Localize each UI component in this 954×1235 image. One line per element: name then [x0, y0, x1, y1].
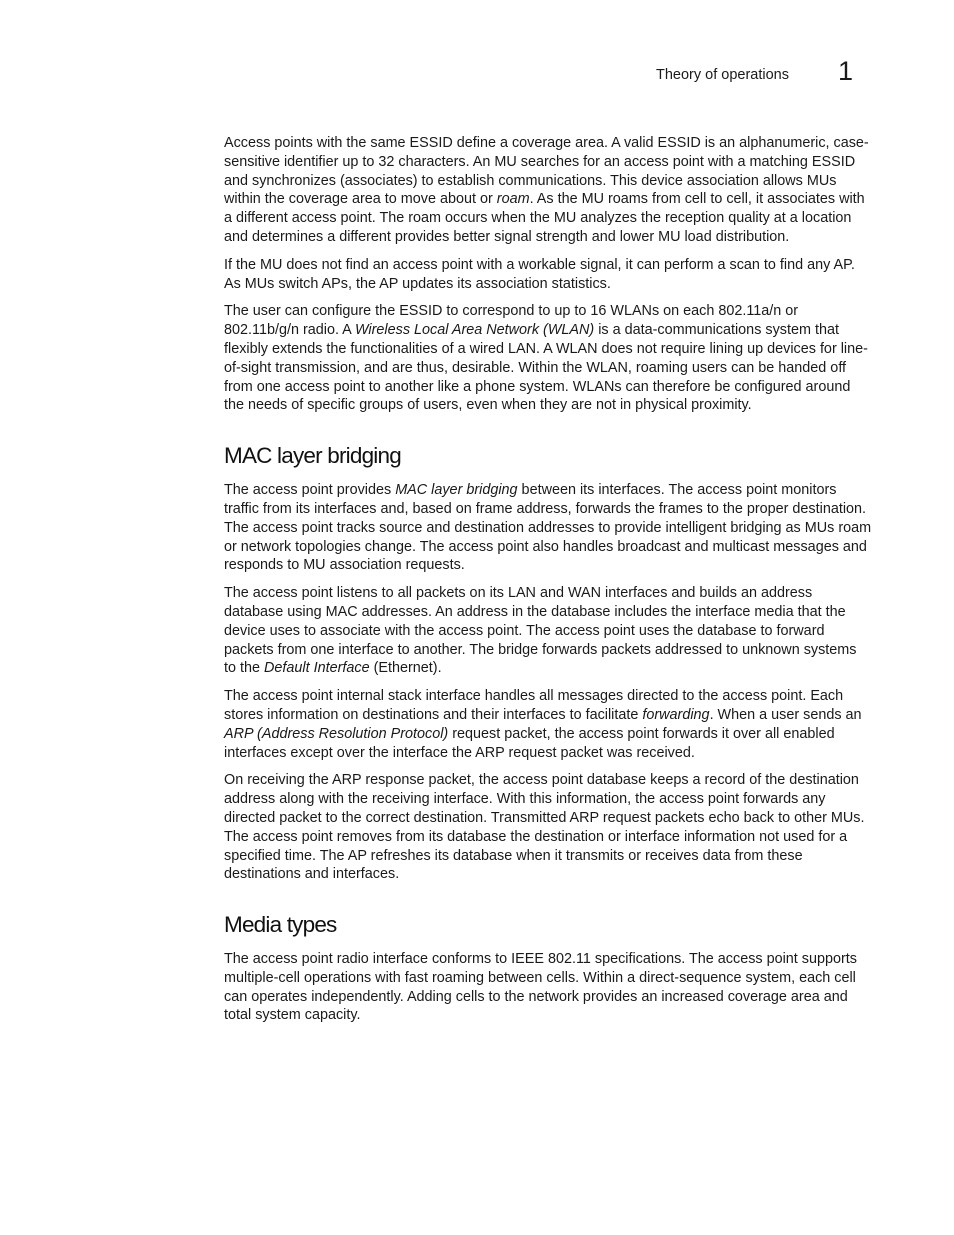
text-run: The access point internal stack interface handles all messages directed to the access point. Each stores information on destinations and their interfaces to facilitate: [224, 688, 844, 723]
text-run: between its interfaces. The access point monitors traffic from its interfaces and, based on frame address, forwards the frames to the proper destination. The access point tracks source and destination addresses to provide intelligent bridging as MUs roam or network topologies change. The access point also handles broadcast and multicast messages and responds to MU association requests.: [224, 482, 872, 574]
intro-paragraph-wlan: [224, 302, 872, 415]
emphasis-wlan: Wireless Local Area Network (WLAN): [354, 322, 595, 339]
text-run: (Ethernet).: [369, 660, 442, 677]
text-run: . As the MU roams from cell to cell, it associates with a different access point. The roam occurs when the MU analyzes the reception quality at a location and determines a different provides better signal strength and lower MU load distribution.: [224, 191, 865, 245]
mac-paragraph-4: On receiving the ARP response packet, the access point database keeps a record of the destination address along with the receiving interface. With this information, the access point forwards any directed packet to the correct destination. Transmitted ARP request packets echo back to other MUs. The access point removes from its database the destination or interface information not used for a specified time. The AP refreshes its database when it transmits or receives data from these destinations and interfaces.: [224, 772, 865, 883]
emphasis-mac-layer-bridging: MAC layer bridging: [395, 482, 518, 499]
emphasis-default-interface: Default Interface: [264, 660, 370, 677]
emphasis-forwarding: forwarding: [642, 706, 710, 723]
text-run: The access point listens to all packets on its LAN and WAN interfaces and builds an address database using MAC addresses. An address in the database includes the interface media that the device uses to associate with the access point. The access point uses the database to forward packets from one interface to another. The bridge forwards packets addressed to unknown systems to the: [224, 585, 857, 677]
running-header: [0, 58, 954, 92]
mac-paragraph-2: [224, 584, 872, 678]
text-run: is a data-communications system that flexibly extends the functionalities of a wired LAN. A WLAN does not require lining up devices for line-of-sight transmission, and are thus, desirable. Within the WLAN, roaming users can be handed off from one access point to another like a phone system. WLANs can therefore be configured around the needs of specific groups of users, even when they are not in physical proximity.: [224, 322, 868, 414]
intro-paragraph-scan: If the MU does not find an access point with a workable signal, it can perform a scan to find any AP. As MUs switch APs, the AP updates its association statistics.: [224, 256, 855, 292]
section-heading-mac-layer-bridging: MAC layer bridging: [224, 443, 401, 469]
text-run: The user can configure the ESSID to correspond to up to 16 WLANs on each 802.11a/n or 802.11b/g/n radio. A: [224, 303, 799, 339]
text-run: Access points with the same ESSID define a coverage area. A valid ESSID is an alphanumeric, case-sensitive identifier up to 32 characters. An MU searches for an access point with a matching ESSID and synchronizes (associates) to establish communications. This device association allows MUs within the coverage area to move about or: [224, 135, 869, 208]
emphasis-roam: roam: [496, 191, 530, 208]
text-run: The access point provides: [224, 482, 396, 499]
page-content: [224, 134, 872, 1034]
chapter-title: Theory of operations: [656, 67, 789, 83]
emphasis-arp: ARP (Address Resolution Protocol): [224, 725, 449, 742]
text-run: . When a user sends an: [709, 706, 862, 723]
chapter-number: 1: [838, 56, 854, 86]
mac-paragraph-3: [224, 687, 872, 762]
section-heading-media-types: Media types: [224, 912, 337, 938]
text-run: request packet, the access point forwards it over all enabled interfaces except over the interface the ARP request packet was received.: [224, 725, 835, 761]
mac-paragraph-1: [224, 481, 872, 575]
intro-paragraph-essid: [224, 134, 872, 247]
media-paragraph-1: The access point radio interface conforms to IEEE 802.11 specifications. The access point supports multiple-cell operations with fast roaming between cells. Within a direct-sequence system, each cell can operates independently. Adding cells to the network provides an increased coverage area and total system capacity.: [224, 951, 857, 1024]
